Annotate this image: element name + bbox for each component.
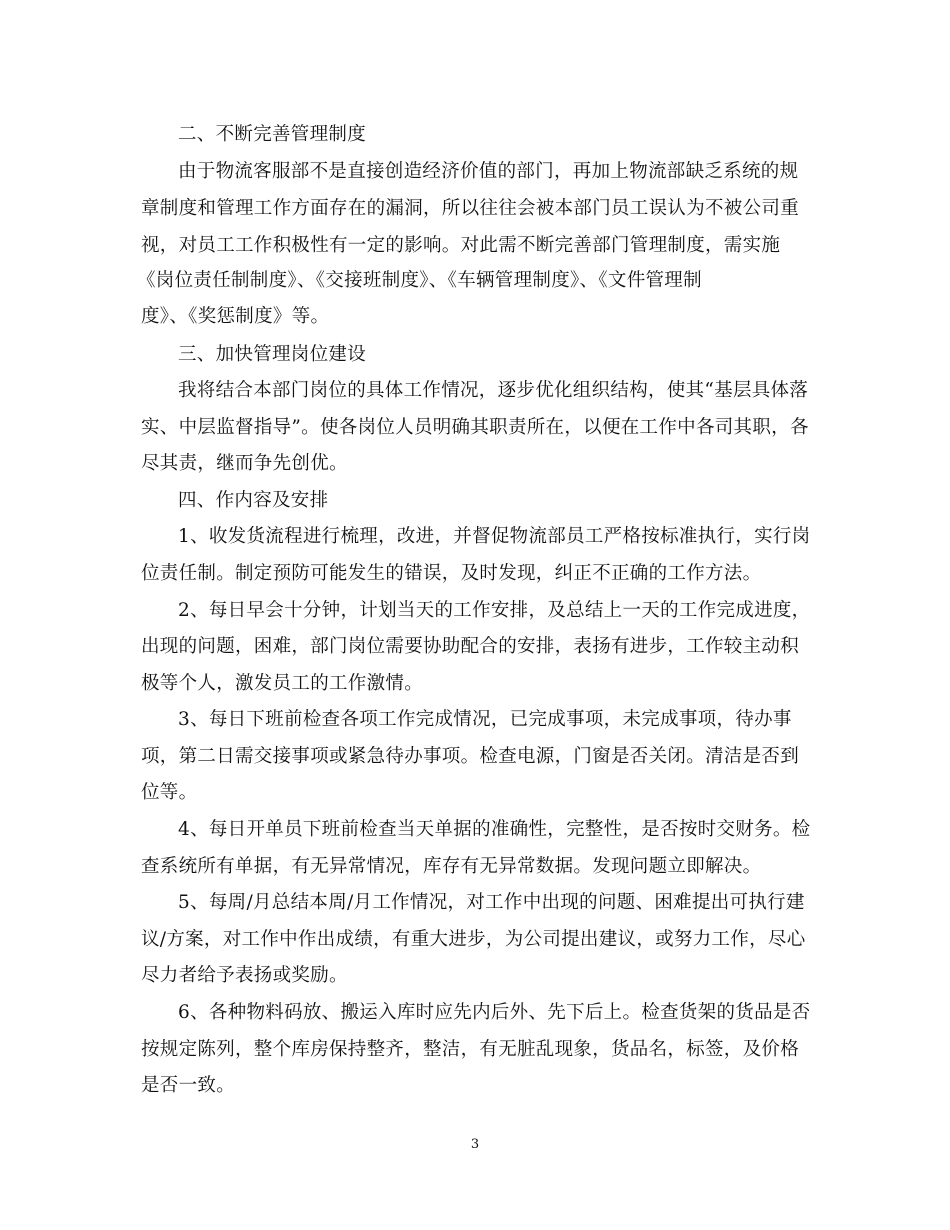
paragraph-line: 3、每日下班前检查各项工作完成情况，已完成事项，未完成事项，待办事 [178, 709, 792, 730]
paragraph-line: 《岗位责任制制度》、《交接班制度》、《车辆管理制度》、《文件管理制 [137, 270, 702, 291]
paragraph-line: 视，对员工工作积极性有一定的影响。对此需不断完善部门管理制度，需实施 [141, 235, 781, 256]
paragraph-line: 议/方案，对工作中作出成绩，有重大进步，为公司提出建议，或努力工作，尽心 [141, 929, 806, 950]
paragraph-line: 2、每日早会十分钟，计划当天的工作安排，及总结上一天的工作完成进度， [178, 600, 811, 621]
paragraph-line: 位责任制。制定预防可能发生的错误，及时发现，纠正不正确的工作方法。 [141, 563, 762, 584]
section-heading: 三、加快管理岗位建设 [178, 344, 367, 365]
paragraph-line: 1、收发货流程进行梳理，改进，并督促物流部员工严格按标准执行，实行岗 [178, 526, 811, 547]
paragraph-line: 实、中层监督指导”。使各岗位人员明确其职责所在，以便在工作中各司其职，各 [141, 417, 809, 438]
paragraph-line: 度》、《奖惩制度》等。 [141, 306, 330, 327]
paragraph-line: 5、每周/月总结本周/月工作情况，对工作中出现的问题、困难提出可执行建 [178, 892, 805, 913]
paragraph-line: 位等。 [141, 782, 198, 803]
paragraph-line: 查系统所有单据，有无异常情况，库存有无异常数据。发现问题立即解决。 [141, 856, 762, 877]
paragraph-line: 出现的问题，困难，部门岗位需要协助配合的安排，表扬有进步，工作较主动积 [141, 636, 800, 657]
paragraph-line: 4、每日开单员下班前检查当天单据的准确性，完整性，是否按时交财务。检 [178, 819, 811, 840]
paragraph-line: 尽其责，继而争先创优。 [141, 453, 348, 474]
paragraph-line: 极等个人，激发员工的工作激情。 [141, 673, 424, 694]
paragraph-line: 由于物流客服部不是直接创造经济价值的部门，再加上物流部缺乏系统的规 [178, 161, 799, 182]
paragraph-line: 是否一致。 [141, 1075, 236, 1096]
paragraph-line: 章制度和管理工作方面存在的漏洞，所以往往会被本部门员工误认为不被公司重 [141, 198, 800, 219]
section-heading: 二、不断完善管理制度 [178, 124, 367, 145]
section-heading: 四、作内容及安排 [178, 490, 329, 511]
paragraph-line: 6、各种物料码放、搬运入库时应先内后外、先下后上。检查货架的货品是否 [178, 1002, 811, 1023]
paragraph-line: 我将结合本部门岗位的具体工作情况，逐步优化组织结构，使其“基层具体落 [178, 380, 809, 401]
page-number: 3 [470, 1137, 480, 1152]
paragraph-line: 按规定陈列，整个库房保持整齐，整洁，有无脏乱现象，货品名，标签，及价格 [141, 1039, 800, 1060]
paragraph-line: 项，第二日需交接事项或紧急待办事项。检查电源，门窗是否关闭。清洁是否到 [141, 746, 800, 767]
paragraph-line: 尽力者给予表扬或奖励。 [141, 965, 348, 986]
